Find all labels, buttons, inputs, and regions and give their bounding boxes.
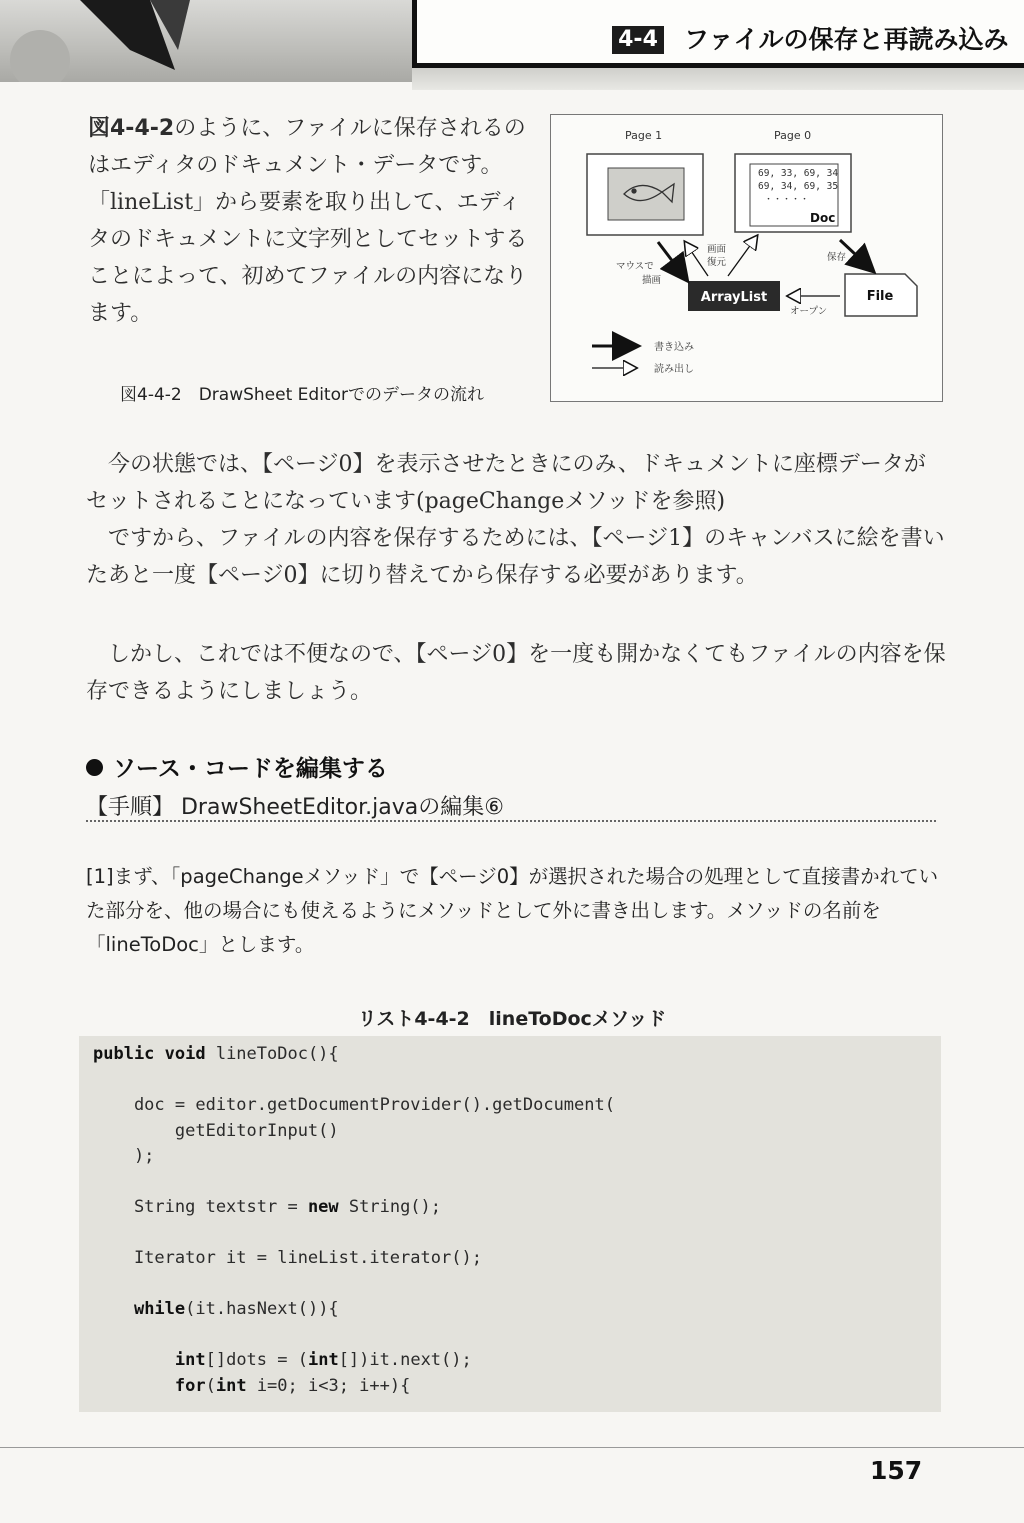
code-keyword: for — [174, 1375, 206, 1396]
code-text: String textstr = — [93, 1197, 308, 1217]
code-text — [93, 1299, 134, 1319]
code-keyword: while — [133, 1299, 186, 1319]
code-text — [93, 1350, 175, 1370]
code-line — [93, 1042, 941, 1068]
dotted-divider — [86, 820, 936, 822]
code-keyword: int — [174, 1350, 206, 1370]
code-text: Iterator it = lineList.iterator(); — [93, 1248, 482, 1268]
code-listing — [79, 1036, 941, 1412]
page0-label: Page 0 — [773, 128, 811, 142]
code-line — [93, 1374, 941, 1400]
section-heading — [86, 750, 388, 783]
code-text: getEditorInput() — [93, 1120, 339, 1141]
code-keyword: int — [215, 1375, 247, 1396]
doc-values-dots: ・・・・・ — [763, 194, 809, 205]
code-line — [93, 1348, 941, 1374]
body-paragraph-1 — [86, 446, 946, 594]
header-decoration — [0, 0, 412, 82]
page-number: 157 — [870, 1456, 923, 1485]
body-paragraph-2: しかし、これでは不便なので、【ページ0】を一度も開かなくてもファイルの内容を保存できるようにしましょう。 — [86, 642, 946, 704]
code-line — [93, 1170, 941, 1196]
code-text: String(); — [338, 1197, 442, 1217]
doc-label: Doc — [809, 210, 835, 225]
code-line — [93, 1144, 941, 1170]
code-text: lineToDoc(){ — [205, 1044, 339, 1064]
code-text — [93, 1376, 175, 1396]
restore-arrow-right — [728, 236, 757, 276]
doc-values-1: 69, 33, 69, 34 — [757, 167, 838, 179]
code-text: doc = editor.getDocumentProvider().getDocument( — [93, 1095, 615, 1115]
arraylist-label: ArrayList — [700, 289, 767, 305]
code-keyword: public void — [93, 1044, 206, 1064]
restore-label-2: 復元 — [706, 256, 726, 268]
page1-label: Page 1 — [624, 128, 662, 142]
header-photo-graphic — [0, 0, 412, 82]
section-number-badge: 4-4 — [612, 26, 664, 54]
code-line — [93, 1221, 941, 1247]
code-line — [93, 1323, 941, 1349]
footer-rule — [0, 1447, 1024, 1448]
legend-read-label: 読み出し — [653, 363, 694, 375]
code-line — [93, 1093, 941, 1119]
code-text: []dots = ( — [205, 1350, 308, 1370]
bullet-icon — [86, 759, 103, 776]
code-keyword: new — [307, 1197, 339, 1217]
body-paragraph-1b: ですから、ファイルの内容を保存するためには、【ページ1】のキャンバスに絵を書いたあと一度【ページ0】に切り替えてから保存する必要があります。 — [86, 526, 945, 588]
mouse-label-1: マウスで — [615, 260, 654, 272]
diagram-canvas — [550, 114, 943, 402]
code-text: (it.hasNext()){ — [185, 1299, 339, 1319]
step-heading: 【手順】 DrawSheetEditor.javaの編集⑥ — [86, 795, 504, 820]
code-line — [93, 1195, 941, 1221]
listing-caption: リスト4-4-2 lineToDocメソッド — [357, 1008, 667, 1030]
code-text: ( — [205, 1375, 216, 1396]
code-line — [93, 1119, 941, 1145]
code-keyword: int — [307, 1350, 339, 1370]
figure-intro-text: のように、ファイルに保存されるのはエディタのドキュメント・データです。「lineList」から要素を取り出して、エディタのドキュメントに文字列としてセットすることによって、初めてファイルの内容になります。 — [88, 116, 528, 326]
legend-write-label: 書き込み — [653, 341, 694, 353]
doc-values-2: 69, 34, 69, 35 — [757, 180, 838, 192]
open-label: オープン — [789, 305, 827, 317]
save-label: 保存 — [826, 251, 846, 263]
code-line — [93, 1297, 941, 1323]
body-paragraph-1a: 今の状態では、【ページ0】を表示させたときにのみ、ドキュメントに座標データがセットされることになっています(pageChangeメソッドを参照) — [86, 452, 926, 514]
data-flow-diagram — [550, 114, 943, 402]
mouse-label-2: 描画 — [641, 274, 661, 286]
file-label: File — [866, 288, 893, 304]
code-line — [93, 1068, 941, 1094]
code-text: [])it.next(); — [338, 1350, 472, 1370]
code-text: ); — [93, 1146, 155, 1166]
code-block — [79, 1036, 941, 1399]
figure-intro-paragraph — [88, 110, 538, 332]
section-heading-text: ソース・コードを編集する — [113, 756, 388, 782]
figure-reference: 図4-4-2 — [88, 116, 175, 141]
restore-arrow-left — [685, 242, 708, 276]
code-line — [93, 1246, 941, 1272]
draw-arrow — [658, 242, 686, 279]
instruction-text: [1]まず、「pageChangeメソッド」で【ページ0】が選択された場合の処理として直接書かれていた部分を、他の場合にも使えるようにメソッドとして外に書き出します。メソッドの名前を「lineToDoc」とします。 — [86, 865, 939, 956]
restore-label-1: 画面 — [706, 243, 726, 255]
code-text: i=0; i<3; i++){ — [246, 1375, 411, 1396]
section-title: ファイルの保存と再読み込み — [684, 25, 1009, 54]
figure-caption: 図4-4-2 DrawSheet Editorでのデータの流れ — [120, 385, 484, 405]
code-line — [93, 1272, 941, 1298]
header-strip — [412, 68, 1024, 90]
